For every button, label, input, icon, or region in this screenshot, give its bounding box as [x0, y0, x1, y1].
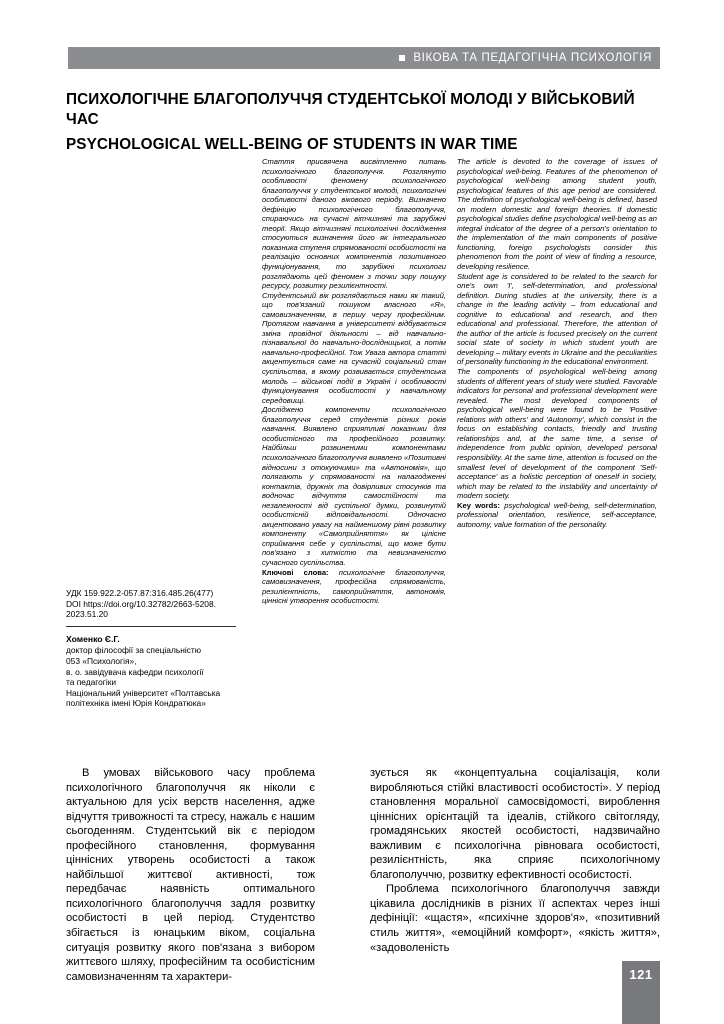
author-affiliation-line-1: Національний університет «Полтавська [66, 687, 221, 698]
author-position-line-1: в. о. завідувача кафедри психології [66, 666, 204, 677]
abstract-en-paragraph-1: The article is devoted to the coverage of issues of psychological well-being. Features of the phenomenon of psychological well-being among student youth, psychological features of this age period are considered. The definition of psychological well-being is defined, based on modern domestic and foreign theories. If domestic psychological studies define psychological well-being as an integral indicator of the degree of a person's orientation to the implementation of the main components of positive functioning, foreign psychologists consider this phenomenon from the point of view of finding a resource, developing resilience. [457, 157, 657, 272]
author-degree-line-1: доктор філософії за спеціальністю [66, 645, 201, 656]
keywords-uk-label: Ключові слова: [262, 567, 329, 577]
author-degree-line-2: 053 «Психологія», [66, 655, 137, 666]
metadata-block [66, 588, 252, 709]
abstract-uk-paragraph-3: Досліджено компоненти психологічного благополуччя серед студентів різних років навчання. Виявлено сприятливі показники для особистісного та професійного розвитку. Найбільш розвиненими компонентами психологічного благополуччя виявлено «Позитивні відносини з отокуючими» та «Автономія», що полягають у спрямованості на налагодженні контактів, дружніх та довірливих стосунків та водночас відчуття самостійності та незалежності від суспільної думки, розвинутій особистісній відповідальності. Одночасно акцентовано увагу на найменшому рівні розвитку компоненту «Самоприйняття» як цілісне сприймання себе у суспільстві, що може бути пов'язано з хиткістю та невизначеністю сучасного суспільства. [262, 405, 446, 567]
keywords-uk-list: психологічне благополуччя, самовизначення, професійна спрямованість, резилієнтність, самоприйняття, автономія, ціннісні утворення особистості. [262, 567, 446, 606]
running-head-text: ВІКОВА ТА ПЕДАГОГІЧНА ПСИХОЛОГІЯ [413, 52, 652, 64]
keywords-uk [262, 568, 446, 606]
abstract-uk-paragraph-2: Студентський вік розглядається нами як такий, що пов'язаний пошуком власного «Я», самовизначенням, в першу чергу професійним. Протягом навчання в університеті відбувається зміна провідної діяльності – від навчально-пізнавальної до навчально-дослідницької, а потім навчально-професійної. Тож Увага автора статті акцентується саме на сучасній соціальний стан суспільства, в якому розвивається студентська молодь – військові події в Україні і особливості функціонування особистості у навчальному середовищі. [262, 290, 446, 405]
doi-line-continued: 2023.51.20 [66, 609, 108, 620]
abstract-english [457, 157, 657, 529]
keywords-en-label: Key words: [457, 500, 501, 510]
body-right-paragraph-1: зується як «концептуальна соціалізація, коли виробляються стійкі властивості особистості». У період становлення моральної самосвідомості, вироблення ціннісних орієнтацій та ідеалів, стійкого світогляду, громадянських якостей особистості, надзвичайно важливим є психологічна рівновага особистості, резилієнтність, яка сприяє психологічному благополуччю, розвитку ефективності особистості. [370, 767, 660, 881]
body-left-paragraph-1: В умовах військового часу проблема психологічного благополуччя як ніколи є актуальною для усіх верств населення, адже відчуття тривожності та стресу, нажаль є нашим сьогоденням. Студентський вік є періодом професійного становлення, формування ціннісних утворень особистості а також найбільшої життєвої активності, тож передбачає наявність оптимального психологічного благополуччя задля розвитку особистості в цей період. Студентство збігається із юнацьким віком, соціальна ситуація розвитку якого пов'язана з вибором життєвого шляху, професійним та особистісним самовизначенням та характери- [66, 767, 315, 983]
udc-code: УДК 159.922.2-057.87:316.485.26(477) [66, 588, 214, 598]
body-column-left [66, 766, 315, 984]
page-title-en: PSYCHOLOGICAL WELL-BEING OF STUDENTS IN WAR TIME [66, 135, 518, 153]
body-column-right [370, 766, 660, 955]
page-number: 121 [629, 967, 653, 982]
abstract-ukrainian [262, 157, 446, 606]
abstract-en-paragraph-2: Student age is considered to be related to the search for one's own 'I', self-determination, and professional definition. During studies at the university, there is a change in the leading activity – from educational and cognitive to educational and research, and then educational and professional. Therefore, the attention of the author of the article is focused precisely on the current social state of society in which student youth are developing – military events in Ukraine and the peculiarities of personality functioning in the educational environment. [457, 271, 657, 367]
metadata-divider [66, 626, 236, 627]
author-name: Хоменко Є.Г. [66, 633, 120, 644]
keywords-en [457, 501, 657, 530]
abstract-en-paragraph-3: The components of psychological well-being among students of different years of study were studied. Favorable indicators for personal and professional development were revealed. The most developed components of psychological well-being were found to be 'Positive relations with others' and 'Autonomy', which consist in the focus on establishing contacts, friendly and trusting relationships and, at the same time, a sense of independence from public opinion, developed personal responsibility. At the same time, attention is focused on the smallest level of development of the component 'Self-acceptance' as a holistic perception of oneself in society, which may be related to the instability and uncertainty of modern society. [457, 367, 657, 501]
body-right-paragraph-2: Проблема психологічного благополуччя завжди цікавила дослідників в різних її аспектах через інші дефініції: «щастя», «психічне здоров'я», «позитивний стиль життя», «емоційний комфорт», «якість життя», «задоволеність [370, 883, 660, 954]
page-title-uk: ПСИХОЛОГІЧНЕ БЛАГОПОЛУЧЧЯ СТУДЕНТСЬКОЇ МОЛОДІ У ВІЙСЬКОВИЙ ЧАС [66, 91, 635, 129]
doi-line: DOI https://doi.org/10.32782/2663-5208. [66, 598, 216, 609]
author-affiliation-line-2: політехніка імені Юрія Кондратюка» [66, 698, 206, 709]
square-bullet-icon [399, 55, 405, 61]
page-folio-block [622, 961, 660, 1024]
abstract-uk-paragraph-1: Стаття присвячена висвітленню питань психологічного благополуччя. Розглянуто особливості феномену психологічного благополуччя у студентської молоді, психологічні особливості даного вікового періоду. Визначено дефініцію психологічного благополуччя, спираючись на сучасні вітчизняні та зарубіжні теорії. Якщо вітчизняні психологічні дослідження стосуються визначення його як інтегрального показника ступеня спрямованості особистості на реалізацію основних компонентів позитивного функціонування, то зарубіжні психологи розглядають цей феномен з точки зору пошуку ресурсу, розвитку резилієнтності. [262, 157, 446, 291]
running-head-bar [68, 47, 660, 69]
author-position-line-2: та педагогіки [66, 677, 117, 688]
keywords-en-list: psychological well-being, self-determination, professional orientation, resilience, self-acceptance, autonomy, value formation of the personality. [457, 500, 657, 529]
